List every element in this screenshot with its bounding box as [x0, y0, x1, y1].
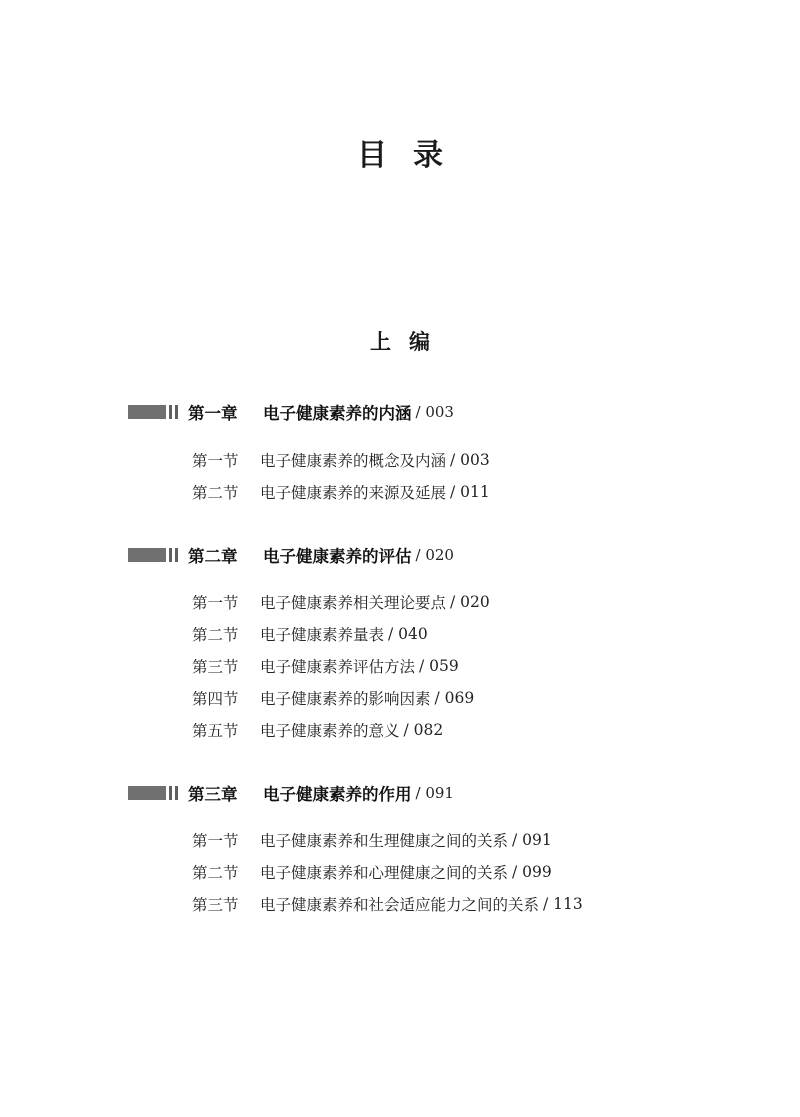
toc-chapter-3[interactable] — [128, 782, 454, 804]
section-number: 第五节 — [192, 722, 239, 740]
section-number: 第四节 — [192, 690, 239, 708]
section-number: 第二节 — [192, 626, 239, 644]
section-page: / 040 — [388, 625, 428, 643]
section-page: / 069 — [434, 689, 475, 707]
chapter-title: 电子健康素养的评估 — [263, 547, 412, 566]
section-page: / 099 — [512, 863, 552, 881]
section-title: 电子健康素养评估方法 — [260, 658, 416, 676]
section-number: 第三节 — [192, 896, 239, 914]
section-page: / 113 — [543, 895, 583, 913]
section-title: 电子健康素养的概念及内涵 — [260, 452, 447, 470]
section-title: 电子健康素养和社会适应能力之间的关系 — [260, 896, 540, 914]
section-title: 电子健康素养和生理健康之间的关系 — [260, 832, 509, 850]
toc-section[interactable] — [192, 623, 428, 645]
section-title: 电子健康素养和心理健康之间的关系 — [260, 864, 509, 882]
chapter-number: 第二章 — [188, 547, 238, 566]
chapter-page: / 003 — [415, 403, 454, 421]
chapter-title: 电子健康素养的内涵 — [263, 404, 412, 423]
toc-section[interactable] — [192, 481, 490, 503]
toc-section[interactable] — [192, 591, 490, 613]
toc-chapter-1[interactable] — [128, 401, 454, 423]
section-title: 电子健康素养的来源及延展 — [260, 484, 447, 502]
toc-section[interactable] — [192, 719, 443, 741]
section-number: 第二节 — [192, 864, 239, 882]
toc-section[interactable] — [192, 449, 490, 471]
chapter-page: / 091 — [415, 784, 454, 802]
section-page: / 020 — [450, 593, 490, 611]
toc-section[interactable] — [192, 829, 552, 851]
toc-section[interactable] — [192, 655, 459, 677]
chapter-page: / 020 — [415, 546, 454, 564]
page-title: 目录 — [357, 138, 469, 173]
section-number: 第二节 — [192, 484, 239, 502]
section-page: / 059 — [419, 657, 459, 675]
section-page: / 003 — [450, 451, 490, 469]
chapter-bar-icon — [128, 548, 178, 562]
toc-section[interactable] — [192, 893, 583, 915]
toc-section[interactable] — [192, 687, 474, 709]
section-title: 电子健康素养量表 — [260, 626, 385, 644]
section-number: 第三节 — [192, 658, 239, 676]
part-heading: 上编 — [370, 330, 448, 354]
section-title: 电子健康素养的影响因素 — [260, 690, 431, 708]
section-title: 电子健康素养相关理论要点 — [260, 594, 447, 612]
section-page: / 011 — [450, 483, 490, 501]
section-title: 电子健康素养的意义 — [260, 722, 400, 740]
section-page: / 091 — [512, 831, 552, 849]
toc-chapter-2[interactable] — [128, 544, 454, 566]
section-number: 第一节 — [192, 594, 239, 612]
toc-section[interactable] — [192, 861, 552, 883]
chapter-number: 第一章 — [188, 404, 238, 423]
section-page: / 082 — [403, 721, 444, 739]
section-number: 第一节 — [192, 452, 239, 470]
chapter-bar-icon — [128, 786, 178, 800]
chapter-number: 第三章 — [188, 785, 238, 804]
section-number: 第一节 — [192, 832, 239, 850]
chapter-bar-icon — [128, 405, 178, 419]
chapter-title: 电子健康素养的作用 — [263, 785, 412, 804]
